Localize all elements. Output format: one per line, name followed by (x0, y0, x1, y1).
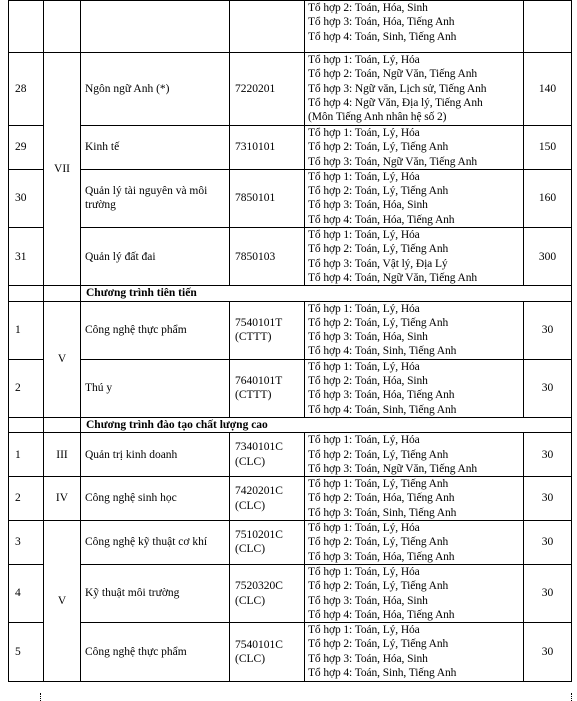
subject-combination: Tổ hợp 1: Toán, Lý, Hóa (308, 360, 420, 373)
major-code-cell: 7540101T (CTTT) (230, 301, 305, 359)
group-cell (44, 1, 81, 53)
quota-cell: 30 (524, 433, 572, 477)
major-code-cell: 7310101 (230, 126, 305, 170)
stt-cell: 5 (9, 623, 44, 682)
major-name-cell (81, 623, 230, 682)
major-code-cell: 7850101 (230, 169, 305, 227)
subject-combination: Tổ hợp 3: Toán, Hóa, Tiếng Anh (308, 389, 455, 402)
subject-combination: Tổ hợp 1: Toán, Lý, Hóa (308, 127, 420, 139)
quota-cell: 140 (524, 53, 572, 126)
subject-combinations-cell (305, 477, 524, 521)
stt-cell: 1 (9, 433, 44, 477)
major-code-cell: 7540101C (CLC) (230, 623, 305, 682)
group-cell: VII (44, 53, 81, 286)
subject-combination: Tổ hợp 3: Toán, Sinh, Tiếng Anh (308, 506, 457, 519)
major-name: Công nghệ thực phẩm (85, 645, 187, 658)
major-code-cell: 7520320C (CLC) (230, 564, 305, 622)
subject-combination: Tổ hợp 2: Toán, Hóa, Sinh (308, 375, 428, 388)
page-bottom-margin-mark (40, 693, 572, 701)
quota-cell: 30 (524, 359, 572, 417)
subject-combination: Tổ hợp 1: Toán, Lý, Hóa (308, 624, 420, 637)
subject-combination: Tổ hợp 1: Toán, Lý, Hóa (308, 302, 420, 315)
subject-combination: Tổ hợp 4: Toán, Sinh, Tiếng Anh (308, 345, 457, 358)
major-code-cell (230, 1, 305, 53)
quota-cell: 30 (524, 623, 572, 682)
admission-table (8, 0, 572, 682)
quota-cell: 30 (524, 521, 572, 565)
major-name: Công nghệ kỹ thuật cơ khí (85, 536, 208, 549)
major-code-cell: 7220201 (230, 53, 305, 126)
subject-combination: Tổ hợp 2: Toán, Hóa, Sinh (308, 2, 428, 14)
table-row (9, 359, 572, 417)
major-name-cell (81, 521, 230, 565)
subject-combination: Tổ hợp 4: Toán, Sinh, Tiếng Anh (308, 30, 457, 43)
subject-combination: Tổ hợp 3: Toán, Hóa, Tiếng Anh (308, 16, 455, 29)
subject-combination: Tổ hợp 3: Ngữ văn, Lịch sử, Tiếng Anh (308, 82, 487, 95)
major-code-cell: 7420201C (CLC) (230, 477, 305, 521)
major-code-cell: 7510201C (CLC) (230, 521, 305, 565)
quota-cell: 150 (524, 126, 572, 170)
subject-combination: Tổ hợp 1: Toán, Lý, Hóa (308, 54, 420, 66)
subject-combination: Tổ hợp 4: Toán, Sinh, Tiếng Anh (308, 403, 457, 416)
subject-combination: Tổ hợp 3: Toán, Ngữ Văn, Tiếng Anh (308, 155, 478, 168)
subject-combination: Tổ hợp 2: Toán, Lý, Tiếng Anh (308, 316, 449, 329)
major-name: Thú y (85, 382, 113, 395)
subject-combinations-cell (305, 126, 524, 170)
major-name-cell (81, 477, 230, 521)
subject-combination: Tổ hợp 1: Toán, Lý, Hóa (308, 522, 420, 535)
quota-cell: 30 (524, 564, 572, 622)
table-row (9, 228, 572, 286)
major-name-cell (81, 228, 230, 286)
subject-combinations-cell (305, 521, 524, 565)
subject-combination: Tổ hợp 3: Toán, Hóa, Sinh (308, 652, 428, 665)
table-row (9, 564, 572, 622)
quota-cell: 30 (524, 301, 572, 359)
admission-table-body (9, 1, 572, 682)
subject-combinations-cell (305, 433, 524, 477)
subject-combination: Tổ hợp 4: Toán, Hóa, Tiếng Anh (308, 608, 455, 621)
table-row (9, 1, 572, 53)
stt-cell: 4 (9, 564, 44, 622)
major-name-cell (81, 1, 230, 53)
subject-combinations-cell (305, 228, 524, 286)
table-row (9, 126, 572, 170)
stt-cell: 1 (9, 301, 44, 359)
major-name: Quản lý tài nguyên và môi trường (85, 185, 208, 212)
major-name-cell (81, 126, 230, 170)
major-name: Ngôn ngữ Anh (*) (85, 82, 170, 95)
subject-combination: Tổ hợp 2: Toán, Lý, Tiếng Anh (308, 448, 449, 461)
subject-combinations-cell (305, 53, 524, 126)
table-row (9, 521, 572, 565)
table-row (9, 53, 572, 126)
table-row (9, 623, 572, 682)
section-title: Chương trình đào tạo chất lượng cao (81, 417, 572, 432)
stt-cell (9, 1, 44, 53)
table-row (9, 433, 572, 477)
subject-combination: Tổ hợp 2: Toán, Ngữ Văn, Tiếng Anh (308, 68, 478, 81)
subject-combination: Tổ hợp 3: Toán, Hóa, Tiếng Anh (308, 550, 455, 563)
major-name: Công nghệ sinh học (85, 492, 177, 505)
stt-cell: 2 (9, 477, 44, 521)
subject-combinations-cell (305, 1, 524, 53)
section-row (9, 286, 572, 301)
major-name-cell (81, 564, 230, 622)
major-name: Công nghệ thực phẩm (85, 324, 187, 336)
stt-cell: 28 (9, 53, 44, 126)
section-group-cell (44, 417, 81, 432)
subject-combination: Tổ hợp 3: Toán, Ngữ Văn, Tiếng Anh (308, 462, 478, 475)
subject-combination: Tổ hợp 2: Toán, Lý, Tiếng Anh (308, 536, 449, 549)
major-name-cell (81, 53, 230, 126)
subject-combination: Tổ hợp 4: Toán, Sinh, Tiếng Anh (308, 666, 457, 679)
subject-combination: Tổ hợp 2: Toán, Lý, Tiếng Anh (308, 141, 449, 154)
table-row (9, 301, 572, 359)
subject-combination: Tổ hợp 4: Toán, Ngữ Văn, Tiếng Anh (308, 271, 478, 284)
subject-combination: Tổ hợp 3: Toán, Vật lý, Địa Lý (308, 257, 448, 270)
stt-cell: 30 (9, 169, 44, 227)
subject-combination: Tổ hợp 2: Toán, Lý, Tiếng Anh (308, 185, 449, 198)
subject-combination: Tổ hợp 1: Toán, Lý, Hóa (308, 229, 420, 242)
major-name-cell (81, 359, 230, 417)
major-name: Kinh tế (85, 141, 120, 154)
table-row (9, 169, 572, 227)
subject-combinations-cell (305, 301, 524, 359)
quota-cell: 160 (524, 169, 572, 227)
major-name: Quản lý đất đai (85, 250, 156, 263)
quota-cell: 30 (524, 477, 572, 521)
subject-combination: Tổ hợp 1: Toán, Lý, Tiếng Anh (308, 478, 449, 491)
subject-combinations-cell (305, 359, 524, 417)
subject-combination: Tổ hợp 1: Toán, Lý, Hóa (308, 434, 420, 447)
stt-cell: 3 (9, 521, 44, 565)
major-name-cell (81, 301, 230, 359)
subject-combination: Tổ hợp 3: Toán, Hóa, Sinh (308, 594, 428, 607)
major-code-cell: 7850103 (230, 228, 305, 286)
stt-cell: 31 (9, 228, 44, 286)
section-title: Chương trình tiên tiến (81, 286, 572, 301)
section-stt-cell (9, 417, 44, 432)
subject-combination: Tổ hợp 1: Toán, Lý, Hóa (308, 565, 420, 578)
major-name: Quản trị kinh doanh (85, 448, 178, 461)
major-name-cell (81, 433, 230, 477)
section-row (9, 417, 572, 432)
section-stt-cell (9, 286, 44, 301)
stt-cell: 2 (9, 359, 44, 417)
quota-cell (524, 1, 572, 53)
group-cell: V (44, 301, 81, 417)
subject-combinations-cell (305, 169, 524, 227)
subject-combination: Tổ hợp 2: Toán, Lý, Tiếng Anh (308, 243, 449, 256)
subject-combination: Tổ hợp 2: Toán, Hóa, Tiếng Anh (308, 492, 455, 505)
section-group-cell (44, 286, 81, 301)
table-row (9, 477, 572, 521)
group-cell: III (44, 433, 81, 477)
subject-combination: Tổ hợp 4: Toán, Hóa, Tiếng Anh (308, 213, 455, 226)
subject-combination: Tổ hợp 1: Toán, Lý, Hóa (308, 170, 420, 183)
subject-combinations-cell (305, 623, 524, 682)
stt-cell: 29 (9, 126, 44, 170)
subject-combination: Tổ hợp 2: Toán, Lý, Tiếng Anh (308, 580, 449, 593)
subject-combination: Tổ hợp 3: Toán, Hóa, Sinh (308, 331, 428, 344)
major-code-cell: 7340101C (CLC) (230, 433, 305, 477)
group-cell: IV (44, 477, 81, 521)
subject-combination: (Môn Tiếng Anh nhân hệ số 2) (308, 111, 447, 124)
subject-combinations-cell (305, 564, 524, 622)
major-name-cell (81, 169, 230, 227)
major-code-cell: 7640101T (CTTT) (230, 359, 305, 417)
quota-cell: 300 (524, 228, 572, 286)
subject-combination: Tổ hợp 3: Toán, Hóa, Sinh (308, 199, 428, 212)
subject-combination: Tổ hợp 2: Toán, Lý, Tiếng Anh (308, 638, 449, 651)
major-name: Kỹ thuật môi trường (85, 587, 180, 600)
subject-combination: Tổ hợp 4: Ngữ Văn, Địa lý, Tiếng Anh (308, 96, 483, 109)
group-cell: V (44, 521, 81, 682)
